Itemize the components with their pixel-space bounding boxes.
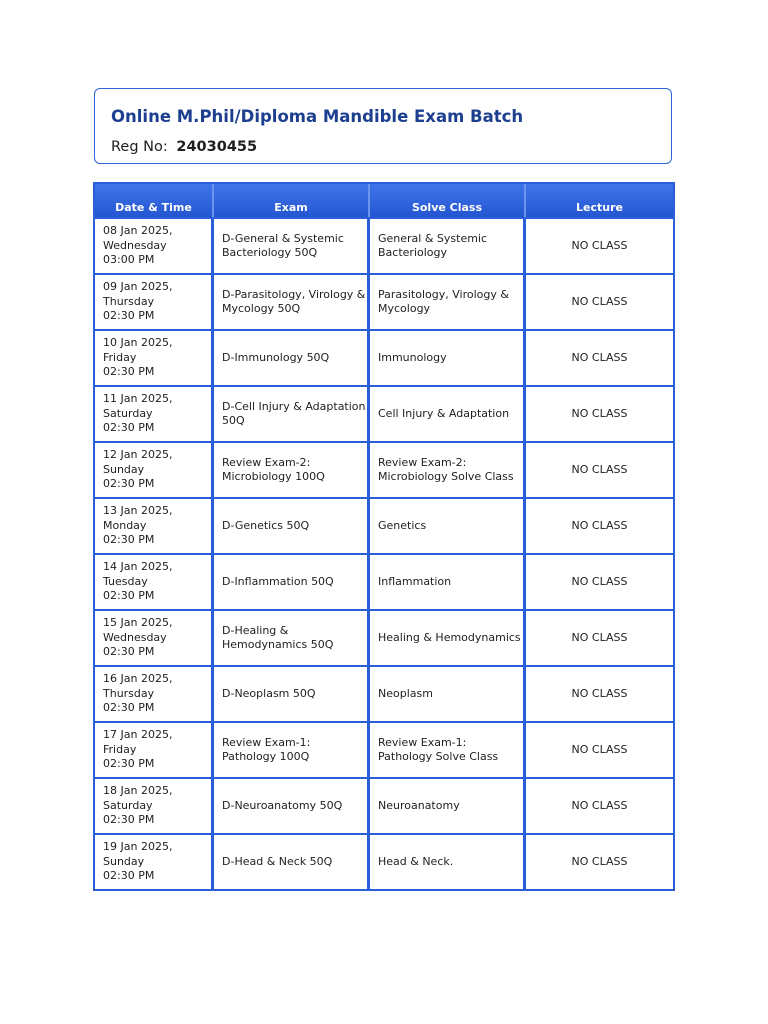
batch-info-card (94, 88, 672, 164)
cell-time: 03:00 PM (103, 253, 155, 267)
cell-time: 02:30 PM (103, 645, 155, 659)
table-row (95, 833, 673, 889)
cell-solve-class: Head & Neck. (370, 833, 526, 889)
cell-lecture: NO CLASS (526, 273, 673, 329)
cell-time: 02:30 PM (103, 589, 155, 603)
table-row (95, 609, 673, 665)
cell-date: 16 Jan 2025, (103, 672, 173, 686)
cell-date-time (95, 777, 214, 833)
schedule-body (95, 217, 673, 889)
table-row (95, 777, 673, 833)
table-row (95, 553, 673, 609)
cell-exam: D-Neuroanatomy 50Q (214, 777, 370, 833)
column-header-solve-class: Solve Class (370, 184, 526, 217)
cell-lecture: NO CLASS (526, 777, 673, 833)
cell-exam: D-Inflammation 50Q (214, 553, 370, 609)
reg-label: Reg No: (111, 139, 168, 155)
cell-lecture: NO CLASS (526, 609, 673, 665)
cell-solve-class: Review Exam-2: Microbiology Solve Class (370, 441, 526, 497)
cell-time: 02:30 PM (103, 309, 155, 323)
cell-solve-class: Healing & Hemodynamics (370, 609, 526, 665)
cell-exam: D-General & Systemic Bacteriology 50Q (214, 217, 370, 273)
cell-exam: D-Genetics 50Q (214, 497, 370, 553)
table-header-row (95, 184, 673, 217)
cell-date-time (95, 329, 214, 385)
cell-day: Wednesday (103, 630, 167, 644)
cell-lecture: NO CLASS (526, 385, 673, 441)
cell-time: 02:30 PM (103, 533, 155, 547)
cell-exam: D-Cell Injury & Adaptation 50Q (214, 385, 370, 441)
cell-time: 02:30 PM (103, 365, 155, 379)
column-header-lecture: Lecture (526, 184, 673, 217)
cell-exam: Review Exam-1: Pathology 100Q (214, 721, 370, 777)
cell-lecture: NO CLASS (526, 329, 673, 385)
registration-number (111, 139, 257, 155)
cell-date-time (95, 497, 214, 553)
cell-date: 17 Jan 2025, (103, 728, 173, 742)
cell-date: 18 Jan 2025, (103, 784, 173, 798)
cell-date: 15 Jan 2025, (103, 616, 173, 630)
cell-day: Monday (103, 518, 147, 532)
cell-day: Sunday (103, 462, 145, 476)
cell-day: Saturday (103, 798, 153, 812)
table-row (95, 385, 673, 441)
cell-lecture: NO CLASS (526, 497, 673, 553)
exam-schedule-table (93, 182, 675, 891)
cell-exam: D-Parasitology, Virology & Mycology 50Q (214, 273, 370, 329)
cell-exam: D-Healing & Hemodynamics 50Q (214, 609, 370, 665)
cell-lecture: NO CLASS (526, 553, 673, 609)
reg-value: 24030455 (176, 139, 258, 155)
table-row (95, 217, 673, 273)
cell-solve-class: Parasitology, Virology & Mycology (370, 273, 526, 329)
cell-lecture: NO CLASS (526, 217, 673, 273)
cell-solve-class: Genetics (370, 497, 526, 553)
table-row (95, 329, 673, 385)
cell-date: 08 Jan 2025, (103, 224, 173, 238)
cell-date-time (95, 833, 214, 889)
cell-date: 09 Jan 2025, (103, 280, 173, 294)
table-row (95, 441, 673, 497)
cell-day: Sunday (103, 854, 145, 868)
cell-time: 02:30 PM (103, 477, 155, 491)
cell-date: 13 Jan 2025, (103, 504, 173, 518)
cell-solve-class: Neoplasm (370, 665, 526, 721)
table-row (95, 497, 673, 553)
table-row (95, 721, 673, 777)
cell-date: 14 Jan 2025, (103, 560, 173, 574)
cell-day: Thursday (103, 294, 155, 308)
cell-date-time (95, 385, 214, 441)
cell-solve-class: Review Exam-1: Pathology Solve Class (370, 721, 526, 777)
cell-solve-class: Neuroanatomy (370, 777, 526, 833)
cell-lecture: NO CLASS (526, 833, 673, 889)
cell-solve-class: Immunology (370, 329, 526, 385)
cell-date: 12 Jan 2025, (103, 448, 173, 462)
cell-time: 02:30 PM (103, 701, 155, 715)
cell-lecture: NO CLASS (526, 665, 673, 721)
batch-title: Online M.Phil/Diploma Mandible Exam Batch (111, 107, 524, 126)
cell-exam: D-Immunology 50Q (214, 329, 370, 385)
table-row (95, 273, 673, 329)
cell-day: Thursday (103, 686, 155, 700)
cell-day: Saturday (103, 406, 153, 420)
cell-date: 19 Jan 2025, (103, 840, 173, 854)
cell-day: Tuesday (103, 574, 148, 588)
cell-lecture: NO CLASS (526, 441, 673, 497)
column-header-exam: Exam (214, 184, 370, 217)
cell-date-time (95, 441, 214, 497)
table-row (95, 665, 673, 721)
cell-time: 02:30 PM (103, 813, 155, 827)
cell-date-time (95, 721, 214, 777)
cell-exam: Review Exam-2: Microbiology 100Q (214, 441, 370, 497)
cell-day: Friday (103, 742, 137, 756)
cell-exam: D-Head & Neck 50Q (214, 833, 370, 889)
cell-date: 11 Jan 2025, (103, 392, 173, 406)
cell-solve-class: Cell Injury & Adaptation (370, 385, 526, 441)
cell-solve-class: General & Systemic Bacteriology (370, 217, 526, 273)
cell-date-time (95, 609, 214, 665)
cell-time: 02:30 PM (103, 869, 155, 883)
cell-time: 02:30 PM (103, 421, 155, 435)
cell-exam: D-Neoplasm 50Q (214, 665, 370, 721)
cell-date-time (95, 553, 214, 609)
cell-date: 10 Jan 2025, (103, 336, 173, 350)
cell-date-time (95, 217, 214, 273)
cell-day: Wednesday (103, 238, 167, 252)
cell-day: Friday (103, 350, 137, 364)
cell-date-time (95, 273, 214, 329)
cell-solve-class: Inflammation (370, 553, 526, 609)
cell-time: 02:30 PM (103, 757, 155, 771)
column-header-date-time: Date & Time (95, 184, 214, 217)
cell-lecture: NO CLASS (526, 721, 673, 777)
cell-date-time (95, 665, 214, 721)
